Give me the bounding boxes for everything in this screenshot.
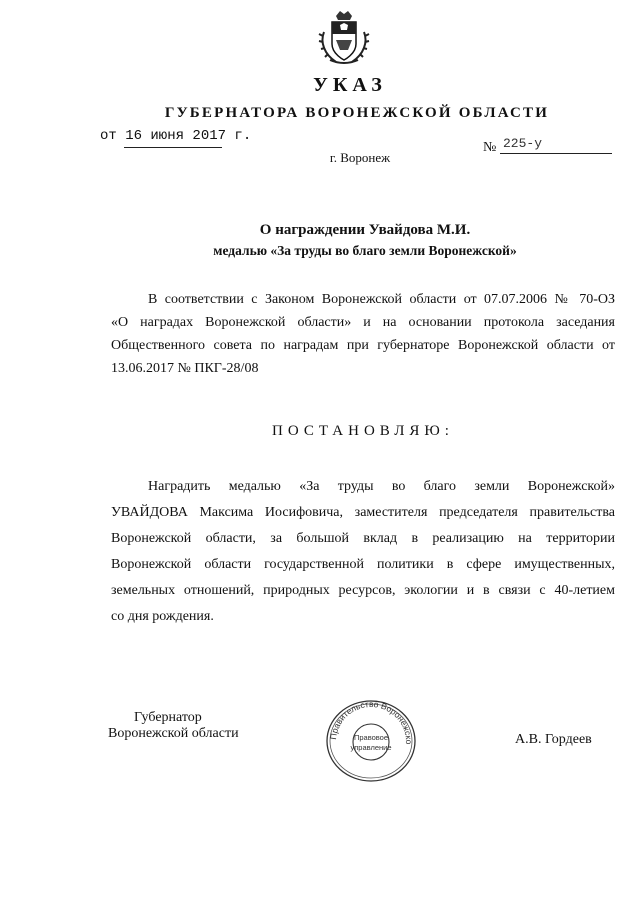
subject-line-1: О награждении Увайдова М.И.	[259, 222, 471, 238]
preamble-line: «О наградах Воронежской области» и на основании протокола заседания	[111, 315, 615, 330]
decree-heading: ПОСТАНОВЛЯЮ:	[272, 423, 454, 439]
document-number: 225-у	[503, 136, 543, 151]
seal-inner-line-1: Правовое	[353, 733, 389, 742]
order-line: Воронежской области государственной политики в сфере имущественных,	[111, 557, 615, 572]
order-line: со дня рождения.	[111, 609, 214, 624]
preamble-paragraph	[111, 288, 615, 380]
document-date: от 16 июня 2017 г.	[100, 128, 252, 144]
order-paragraph	[111, 474, 615, 630]
city: г. Воронеж	[329, 150, 391, 165]
seal-outer-text: Правительство Воронежско	[328, 698, 415, 745]
date-underline	[124, 147, 222, 148]
order-line: УВАЙДОВА Максима Иосифовича, заместителя председателя правительства	[111, 505, 615, 520]
document-title: УКАЗ	[313, 74, 387, 96]
order-line: Наградить медалью «За труды во благо земли Воронежской»	[148, 479, 615, 494]
preamble-line: 13.06.2017 № ПКГ-28/08	[111, 361, 259, 376]
signer-position-line-2: Воронежской области	[108, 726, 239, 741]
seal-inner-line-2: управление	[350, 743, 392, 752]
subject-line-2: медалью «За труды во благо земли Воронежской»	[213, 243, 517, 258]
preamble-line: В соответствии с Законом Воронежской области от 07.07.2006 № 70-ОЗ	[148, 292, 615, 307]
number-label: №	[483, 140, 497, 155]
order-line: Воронежской области, за большой вклад в реализацию на территории	[111, 531, 615, 546]
signer-position-line-1: Губернатор	[134, 710, 202, 725]
order-line: земельных отношений, природных ресурсов, экологии и в связи с 40-летием	[111, 583, 615, 598]
preamble-line: Общественного совета по наградам при губернаторе Воронежской области от	[111, 338, 615, 353]
coat-of-arms-icon	[314, 8, 374, 68]
document-subtitle: ГУБЕРНАТОРА ВОРОНЕЖСКОЙ ОБЛАСТИ	[164, 105, 550, 121]
official-seal	[322, 696, 420, 784]
signer-name: А.В. Гордеев	[515, 732, 592, 747]
